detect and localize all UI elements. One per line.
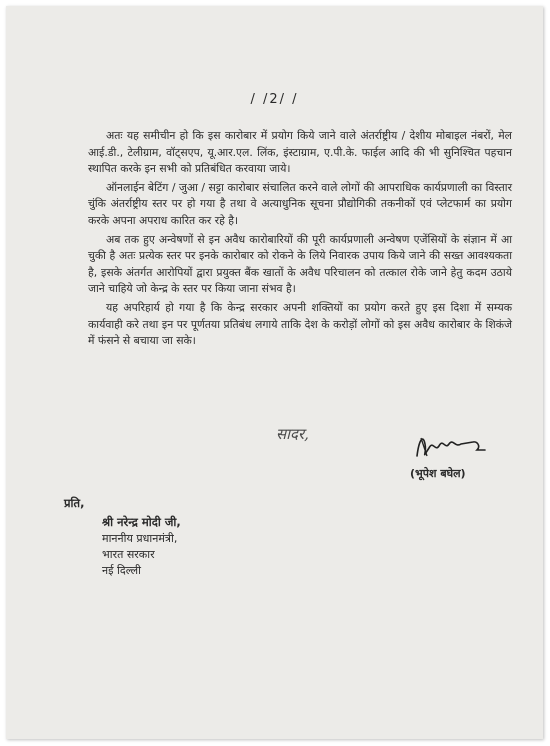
paragraph-1: अतः यह समीचीन हो कि इस कारोबार में प्रयोग किये जाने वाले अंतर्राष्ट्रीय / देशीय मोबाइल नंबरों, मेल आई.डी., टेलीग्राम, वॉट्सएप, यू.आर.एल. लिंक, इंस्टाग्राम, ए.पी.के. फाईल आदि की भी सुनिश्चित पहचान स्थापित करके इन सभी को प्रतिबंधित करवाया जाये।	[88, 129, 512, 176]
paragraph-3: अब तक हुए अन्वेषणों से इन अवैध कारोबारियों की पूरी कार्यप्रणाली अन्वेषण एजेंसियों के संज्ञान में आ चुकी है अतः प्रत्येक स्तर पर इनके कारोबार को रोकने के लिये निवारक उपाय किये जाने की सख्त आवश्यकता है, इसके अंतर्गत आरोपियों द्वारा प्रयुक्त बैंक खातों के अवैध परिचालन को तत्काल रोके जाने हेतु कदम उठाये जाने चाहिये जो केन्द्र के स्तर पर किया जाना संभव है।	[88, 232, 512, 296]
paragraph-4: यह अपरिहार्य हो गया है कि केन्द्र सरकार अपनी शक्तियों का प्रयोग करते हुए इस दिशा में सम्यक कार्यवाही करे तथा इन पर पूर्णतया प्रतिबंध लगाये ताकि देश के करोड़ों लोगों को इस अवैध कारोबार के शिकंजे में फंसने से बचाया जा सके।	[88, 300, 512, 348]
paragraph-2: ऑनलाईन बेटिंग / जुआ / सट्टा कारोबार संचालित करने वाले लोगों की आपराधिक कार्यप्रणाली का विस्तार चुंकि अंतर्राष्ट्रीय स्तर पर हो गया है तथा वे अत्याधुनिक सूचना प्रौद्योगिकी तकनीकों एवं प्लेटफार्म का प्रयोग करके अपना अपराध कारित कर रहे है।	[88, 180, 512, 227]
signature-icon	[411, 426, 491, 466]
page-number: / /2/ /	[250, 92, 299, 107]
recipient-line: नई दिल्ली	[102, 564, 141, 577]
sender-name: (भूपेश बघेल)	[410, 467, 466, 480]
recipient-line: भारत सरकार	[102, 548, 155, 561]
letter-body	[88, 128, 512, 352]
recipient-line: माननीय प्रधानमंत्री,	[102, 532, 178, 545]
prati-label: प्रति,	[64, 496, 85, 510]
letter-page	[6, 6, 543, 739]
closing-salutation: सादर,	[276, 425, 309, 443]
recipient-block	[102, 514, 181, 579]
recipient-name: श्री नरेन्द्र मोदी जी,	[102, 515, 181, 529]
